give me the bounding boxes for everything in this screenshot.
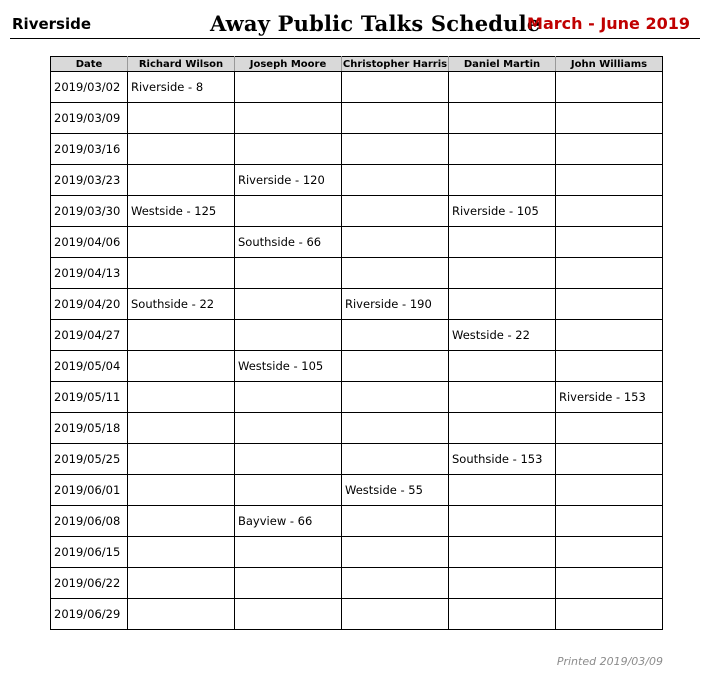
column-header-date: Date [51, 57, 128, 72]
date-cell: 2019/06/01 [51, 475, 128, 506]
table-row [51, 537, 663, 568]
schedule-period: March - June 2019 [527, 14, 690, 33]
assignment-cell: Westside - 22 [449, 320, 556, 351]
assignment-cell [556, 196, 663, 227]
assignment-cell: Westside - 55 [342, 475, 449, 506]
assignment-cell [449, 537, 556, 568]
assignment-cell [556, 413, 663, 444]
assignment-cell [449, 227, 556, 258]
date-cell: 2019/03/23 [51, 165, 128, 196]
assignment-cell [342, 72, 449, 103]
assignment-cell [128, 568, 235, 599]
assignment-cell [235, 258, 342, 289]
assignment-cell [128, 134, 235, 165]
table-row [51, 444, 663, 475]
date-cell: 2019/04/20 [51, 289, 128, 320]
date-cell: 2019/06/08 [51, 506, 128, 537]
assignment-cell [449, 289, 556, 320]
assignment-cell [342, 103, 449, 134]
page-title: Away Public Talks Schedule [210, 11, 541, 36]
table-row [51, 196, 663, 227]
table-header [51, 57, 663, 72]
assignment-cell: Southside - 66 [235, 227, 342, 258]
date-cell: 2019/06/22 [51, 568, 128, 599]
date-cell: 2019/05/25 [51, 444, 128, 475]
assignment-cell [556, 289, 663, 320]
assignment-cell [556, 568, 663, 599]
assignment-cell [449, 165, 556, 196]
assignment-cell [128, 475, 235, 506]
assignment-cell [556, 165, 663, 196]
assignment-cell: Bayview - 66 [235, 506, 342, 537]
table-row [51, 103, 663, 134]
date-cell: 2019/04/06 [51, 227, 128, 258]
assignment-cell [128, 103, 235, 134]
assignment-cell [342, 537, 449, 568]
assignment-cell [449, 72, 556, 103]
page-header [10, 8, 700, 39]
assignment-cell [342, 165, 449, 196]
assignment-cell: Riverside - 8 [128, 72, 235, 103]
date-cell: 2019/04/13 [51, 258, 128, 289]
assignment-cell [128, 537, 235, 568]
assignment-cell [449, 351, 556, 382]
assignment-cell [235, 320, 342, 351]
assignment-cell [235, 382, 342, 413]
assignment-cell [235, 289, 342, 320]
assignment-cell [342, 227, 449, 258]
column-header-speaker: Daniel Martin [449, 57, 556, 72]
assignment-cell [128, 506, 235, 537]
date-cell: 2019/03/09 [51, 103, 128, 134]
assignment-cell [556, 537, 663, 568]
assignment-cell: Westside - 125 [128, 196, 235, 227]
assignment-cell [449, 103, 556, 134]
assignment-cell [128, 320, 235, 351]
table-body [51, 72, 663, 630]
assignment-cell [128, 382, 235, 413]
assignment-cell: Southside - 153 [449, 444, 556, 475]
assignment-cell [342, 599, 449, 630]
column-header-speaker: Joseph Moore [235, 57, 342, 72]
assignment-cell [556, 475, 663, 506]
assignment-cell [556, 320, 663, 351]
assignment-cell [128, 444, 235, 475]
assignment-cell [449, 568, 556, 599]
assignment-cell [556, 72, 663, 103]
date-cell: 2019/04/27 [51, 320, 128, 351]
assignment-cell [128, 258, 235, 289]
assignment-cell [235, 103, 342, 134]
assignment-cell [342, 568, 449, 599]
date-cell: 2019/05/18 [51, 413, 128, 444]
assignment-cell [342, 444, 449, 475]
assignment-cell [235, 568, 342, 599]
table-row [51, 599, 663, 630]
assignment-cell [449, 134, 556, 165]
assignment-cell [556, 444, 663, 475]
table-row [51, 134, 663, 165]
assignment-cell: Southside - 22 [128, 289, 235, 320]
assignment-cell [128, 227, 235, 258]
table-row [51, 289, 663, 320]
assignment-cell [128, 351, 235, 382]
assignment-cell: Westside - 105 [235, 351, 342, 382]
date-cell: 2019/03/30 [51, 196, 128, 227]
table-row [51, 258, 663, 289]
date-cell: 2019/05/11 [51, 382, 128, 413]
table-row [51, 506, 663, 537]
assignment-cell: Riverside - 153 [556, 382, 663, 413]
assignment-cell [342, 196, 449, 227]
printed-date: Printed 2019/03/09 [556, 655, 663, 668]
congregation-name: Riverside [12, 15, 92, 33]
assignment-cell [342, 413, 449, 444]
assignment-cell [556, 103, 663, 134]
column-header-speaker: John Williams [556, 57, 663, 72]
assignment-cell [449, 599, 556, 630]
date-cell: 2019/03/16 [51, 134, 128, 165]
assignment-cell [342, 351, 449, 382]
assignment-cell [556, 351, 663, 382]
assignment-cell [556, 506, 663, 537]
assignment-cell: Riverside - 120 [235, 165, 342, 196]
assignment-cell [235, 599, 342, 630]
assignment-cell [235, 72, 342, 103]
assignment-cell [235, 413, 342, 444]
assignment-cell [556, 258, 663, 289]
assignment-cell [342, 382, 449, 413]
assignment-cell [556, 227, 663, 258]
date-cell: 2019/05/04 [51, 351, 128, 382]
assignment-cell [235, 134, 342, 165]
assignment-cell [449, 475, 556, 506]
assignment-cell [342, 506, 449, 537]
assignment-cell [449, 413, 556, 444]
assignment-cell [342, 258, 449, 289]
assignment-cell [449, 506, 556, 537]
table-row [51, 227, 663, 258]
assignment-cell [235, 537, 342, 568]
assignment-cell [342, 134, 449, 165]
table-row [51, 475, 663, 506]
assignment-cell [235, 475, 342, 506]
date-cell: 2019/06/15 [51, 537, 128, 568]
schedule-table [50, 56, 663, 630]
table-row [51, 165, 663, 196]
assignment-cell [235, 444, 342, 475]
assignment-cell [128, 599, 235, 630]
table-row [51, 382, 663, 413]
assignment-cell [556, 134, 663, 165]
assignment-cell [128, 413, 235, 444]
header-row [51, 57, 663, 72]
assignment-cell [449, 258, 556, 289]
column-header-speaker: Christopher Harris [342, 58, 448, 70]
date-cell: 2019/06/29 [51, 599, 128, 630]
assignment-cell: Riverside - 190 [342, 289, 449, 320]
assignment-cell: Riverside - 105 [449, 196, 556, 227]
assignment-cell [128, 165, 235, 196]
table-row [51, 72, 663, 103]
assignment-cell [235, 196, 342, 227]
column-header-speaker: Richard Wilson [128, 57, 235, 72]
table-row [51, 351, 663, 382]
date-cell: 2019/03/02 [51, 72, 128, 103]
assignment-cell [449, 382, 556, 413]
assignment-cell [342, 320, 449, 351]
table-row [51, 413, 663, 444]
assignment-cell [556, 599, 663, 630]
table-row [51, 568, 663, 599]
table-row [51, 320, 663, 351]
